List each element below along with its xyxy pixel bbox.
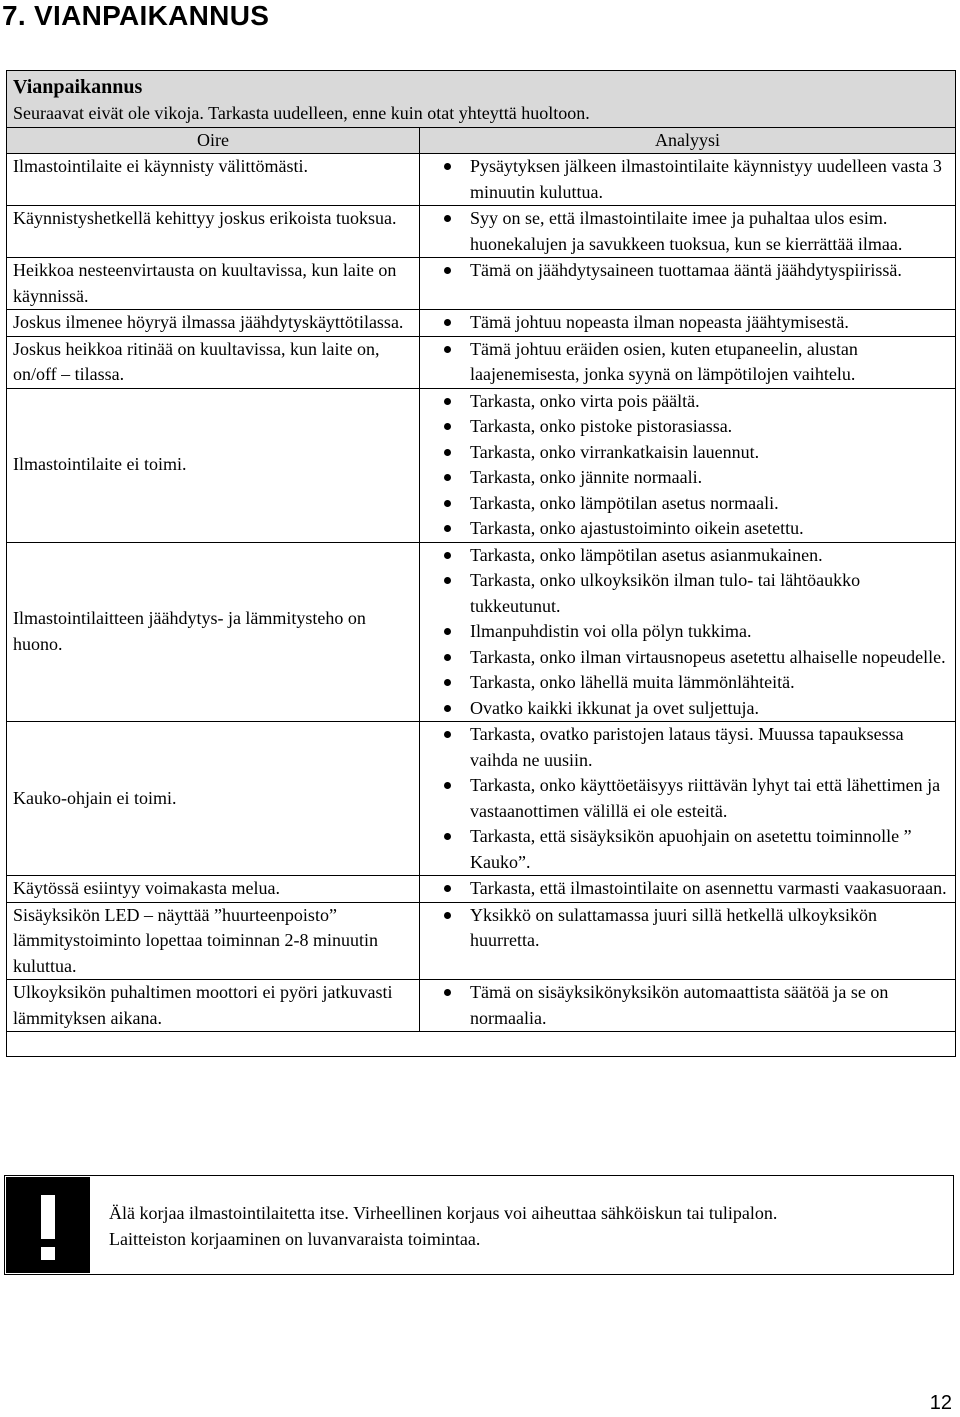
symptom-cell: Ilmastointilaitteen jäähdytys- ja lämmitysteho on huono. xyxy=(7,542,420,722)
analysis-list xyxy=(438,903,949,954)
exclamation-icon xyxy=(6,1177,90,1273)
empty-row xyxy=(7,1032,956,1057)
analysis-item: Tarkasta, onko jännite normaali. xyxy=(438,465,949,491)
analysis-list xyxy=(438,337,949,388)
analysis-cell xyxy=(420,154,956,206)
table-title: Vianpaikannus xyxy=(13,76,143,98)
analysis-list xyxy=(438,258,949,284)
analysis-list xyxy=(438,310,949,336)
analysis-list xyxy=(438,154,949,205)
analysis-item: Yksikkö on sulattamassa juuri sillä hetkellä ulkoyksikön huurretta. xyxy=(438,903,949,954)
table-row xyxy=(7,876,956,903)
symptom-cell: Sisäyksikön LED – näyttää ”huurteenpoisto” lämmitystoiminto lopettaa toiminnan 2-8 minuutin kuluttua. xyxy=(7,902,420,980)
symptom-cell: Ilmastointilaite ei käynnisty välittömästi. xyxy=(7,154,420,206)
analysis-list xyxy=(438,876,949,902)
analysis-cell xyxy=(420,388,956,542)
analysis-cell xyxy=(420,258,956,310)
analysis-item: Tarkasta, onko pistoke pistorasiassa. xyxy=(438,414,949,440)
analysis-item: Ilmanpuhdistin voi olla pölyn tukkima. xyxy=(438,619,949,645)
analysis-item: Tämä on jäähdytysaineen tuottamaa ääntä jäähdytyspiirissä. xyxy=(438,258,949,284)
page-number: 12 xyxy=(929,1392,952,1414)
column-header-oire: Oire xyxy=(7,127,420,154)
analysis-list xyxy=(438,543,949,722)
analysis-cell xyxy=(420,902,956,980)
analysis-item: Tarkasta, että sisäyksikön apuohjain on asetettu toiminnolle ” Kauko”. xyxy=(438,824,949,875)
warning-box xyxy=(4,1175,954,1275)
empty-cell xyxy=(7,1032,956,1057)
analysis-cell xyxy=(420,722,956,876)
analysis-list xyxy=(438,389,949,542)
analysis-item: Tarkasta, onko käyttöetäisyys riittävän lyhyt tai että lähettimen ja vastaanottimen välillä ei ole esteitä. xyxy=(438,773,949,824)
analysis-item: Tarkasta, että ilmastointilaite on asennettu varmasti vaakasuoraan. xyxy=(438,876,949,902)
analysis-cell xyxy=(420,310,956,337)
analysis-list xyxy=(438,980,949,1031)
analysis-list xyxy=(438,722,949,875)
symptom-cell: Kauko-ohjain ei toimi. xyxy=(7,722,420,876)
analysis-cell xyxy=(420,980,956,1032)
analysis-item: Tarkasta, onko ulkoyksikön ilman tulo- tai lähtöaukko tukkeutunut. xyxy=(438,568,949,619)
table-row xyxy=(7,310,956,337)
table-intro: Seuraavat eivät ole vikoja. Tarkasta uudelleen, enne kuin otat yhteyttä huoltoon. xyxy=(13,103,590,123)
analysis-item: Tarkasta, onko lämpötilan asetus asianmukainen. xyxy=(438,543,949,569)
warning-line-1: Älä korjaa ilmastointilaitetta itse. Virheellinen korjaus voi aiheuttaa sähköiskun tai tulipalon. xyxy=(109,1203,778,1223)
symptom-cell: Käynnistyshetkellä kehittyy joskus erikoista tuoksua. xyxy=(7,206,420,258)
analysis-item: Tämä johtuu nopeasta ilman nopeasta jäähtymisestä. xyxy=(438,310,949,336)
analysis-item: Ovatko kaikki ikkunat ja ovet suljettuja. xyxy=(438,696,949,722)
troubleshooting-table xyxy=(6,70,956,1057)
symptom-cell: Joskus heikkoa ritinää on kuultavissa, kun laite on, on/off – tilassa. xyxy=(7,336,420,388)
table-row xyxy=(7,336,956,388)
symptom-cell: Ulkoyksikön puhaltimen moottori ei pyöri jatkuvasti lämmityksen aikana. xyxy=(7,980,420,1032)
table-row xyxy=(7,902,956,980)
symptom-cell: Ilmastointilaite ei toimi. xyxy=(7,388,420,542)
symptom-cell: Joskus ilmenee höyryä ilmassa jäähdytyskäyttötilassa. xyxy=(7,310,420,337)
table-row xyxy=(7,722,956,876)
analysis-cell xyxy=(420,206,956,258)
table-row xyxy=(7,388,956,542)
analysis-cell xyxy=(420,876,956,903)
analysis-item: Tarkasta, onko lähellä muita lämmönlähteitä. xyxy=(438,670,949,696)
warning-line-2: Laitteiston korjaaminen on luvanvaraista toimintaa. xyxy=(109,1228,481,1249)
analysis-item: Tarkasta, onko lämpötilan asetus normaali. xyxy=(438,491,949,517)
analysis-cell xyxy=(420,542,956,722)
table-caption xyxy=(7,71,956,128)
warning-text xyxy=(109,1201,777,1252)
analysis-item: Tarkasta, onko ajastustoiminto oikein asetettu. xyxy=(438,516,949,542)
analysis-item: Pysäytyksen jälkeen ilmastointilaite käynnistyy uudelleen vasta 3 minuutin kuluttua. xyxy=(438,154,949,205)
analysis-item: Tarkasta, onko virrankatkaisin lauennut. xyxy=(438,440,949,466)
symptom-cell: Käytössä esiintyy voimakasta melua. xyxy=(7,876,420,903)
table-row xyxy=(7,542,956,722)
table-row xyxy=(7,258,956,310)
table-row xyxy=(7,206,956,258)
analysis-item: Tämä johtuu eräiden osien, kuten etupaneelin, alustan laajenemisesta, jonka syynä on lämpötilojen vaihtelu. xyxy=(438,337,949,388)
analysis-item: Tarkasta, onko ilman virtausnopeus asetettu alhaiselle nopeudelle. xyxy=(438,645,949,671)
symptom-cell: Heikkoa nesteenvirtausta on kuultavissa, kun laite on käynnissä. xyxy=(7,258,420,310)
analysis-item: Tarkasta, ovatko paristojen lataus täysi. Muussa tapauksessa vaihda ne uusiin. xyxy=(438,722,949,773)
column-header-analyysi: Analyysi xyxy=(420,127,956,154)
analysis-item: Tämä on sisäyksikönyksikön automaattista säätöä ja se on normaalia. xyxy=(438,980,949,1031)
analysis-item: Tarkasta, onko virta pois päältä. xyxy=(438,389,949,415)
section-heading: 7. VIANPAIKANNUS xyxy=(2,0,270,31)
analysis-cell xyxy=(420,336,956,388)
table-row xyxy=(7,980,956,1032)
analysis-list xyxy=(438,206,949,257)
table-row xyxy=(7,154,956,206)
analysis-item: Syy on se, että ilmastointilaite imee ja puhaltaa ulos esim. huonekalujen ja savukkeen tuoksua, kun se kierrättää ilmaa. xyxy=(438,206,949,257)
